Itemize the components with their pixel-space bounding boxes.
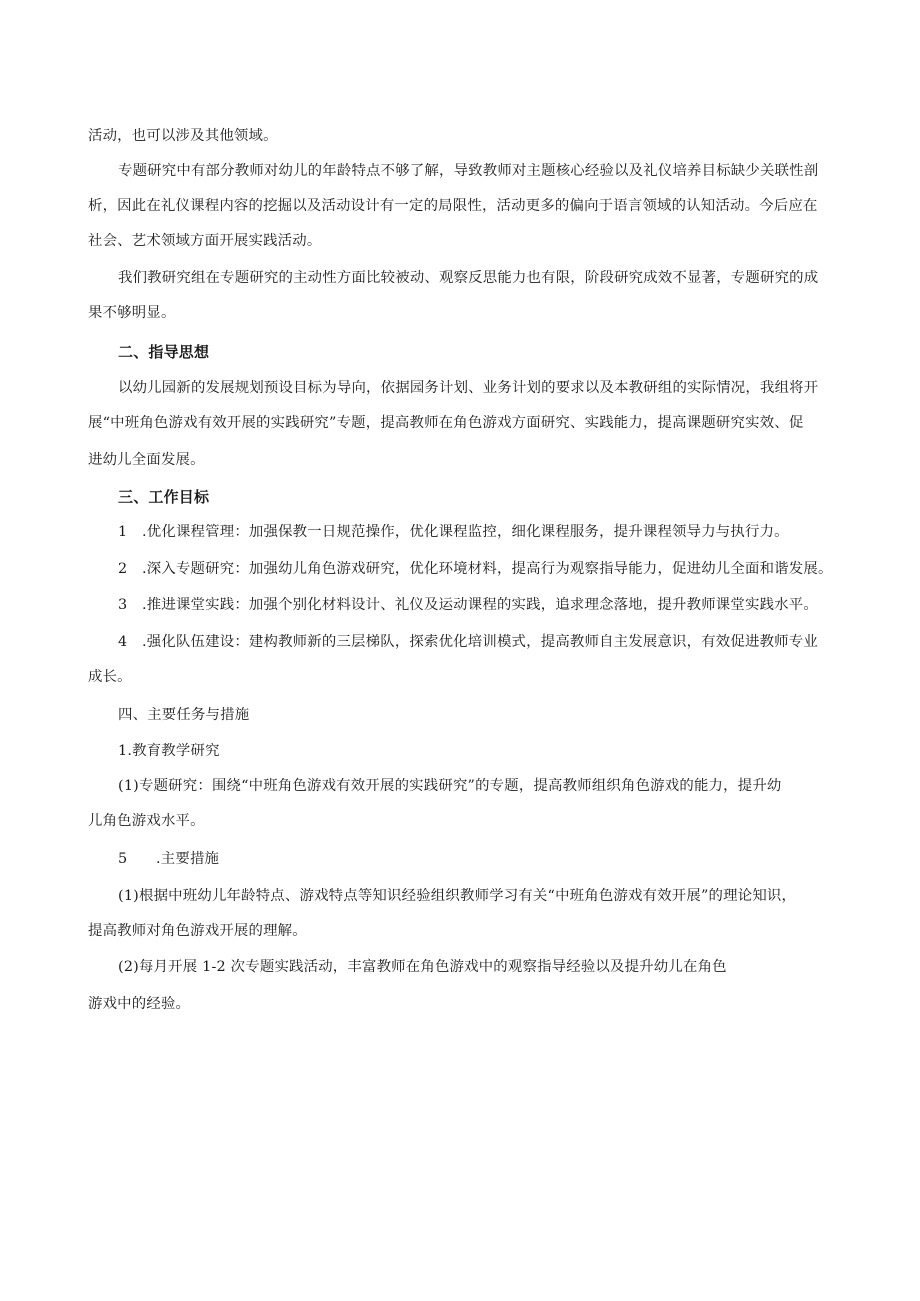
paragraph-line: 成长。 — [88, 669, 132, 685]
paragraph-line: 析，因此在礼仪课程内容的挖掘以及活动设计有一定的局限性，活动更多的偏向于语言领域的认知活动。今后应在 — [88, 198, 818, 214]
paragraph-line: 提高教师对角色游戏开展的理解。 — [88, 923, 307, 939]
subsection-title — [118, 849, 219, 869]
goal-number: 4 — [118, 634, 128, 650]
paragraph-line: (1)专题研究：围绕“中班角色游戏有效开展的实践研究”的专题，提高教师组织角色游戏的能力，提升幼 — [118, 778, 782, 794]
paragraph-line: 我们教研究组在专题研究的主动性方面比较被动、观察反思能力也有限，阶段研究成效不显著，专题研究的成 — [118, 270, 819, 286]
goal-text: .强化队伍建设：建构教师新的三层梯队，探索优化培训模式，提高教师自主发展意识，有效促进教师专业 — [142, 634, 818, 650]
paragraph-line: 儿角色游戏水平。 — [88, 813, 205, 829]
goal-number: 2 — [118, 561, 128, 577]
goal-text: .优化课程管理：加强保教一日规范操作，优化课程监控，细化课程服务，提升课程领导力与执行力。 — [142, 524, 789, 540]
goal-text: .深入专题研究：加强幼儿角色游戏研究，优化环境材料，提高行为观察指导能力，促进幼儿全面和谐发展。 — [142, 561, 833, 577]
paragraph-line: 专题研究中有部分教师对幼儿的年龄特点不够了解，导致教师对主题核心经验以及礼仪培养目标缺少关联性剖 — [118, 163, 819, 179]
subsection-text: .主要措施 — [156, 851, 220, 867]
goal-text: .推进课堂实践：加强个别化材料设计、礼仪及运动课程的实践，追求理念落地，提升教师课堂实践水平。 — [142, 597, 818, 613]
goal-number: 3 — [118, 597, 128, 613]
paragraph-line: 社会、艺术领域方面开展实践活动。 — [88, 233, 322, 249]
section-heading-goals: 三、工作目标 — [118, 488, 210, 506]
paragraph-line: 以幼儿园新的发展规划预设目标为导向，依据园务计划、业务计划的要求以及本教研组的实际情况，我组将开 — [118, 380, 819, 396]
paragraph-line: (1)根据中班幼儿年龄特点、游戏特点等知识经验组织教师学习有关“中班角色游戏有效开展”的理论知识， — [118, 888, 797, 904]
goal-item — [118, 559, 833, 579]
goal-item — [118, 522, 789, 542]
paragraph-line: 进幼儿全面发展。 — [88, 452, 205, 468]
paragraph-line: 果不够明显。 — [88, 305, 176, 321]
paragraph-line: 展“中班角色游戏有效开展的实践研究”专题，提高教师在角色游戏方面研究、实践能力，提高课题研究实效、促 — [88, 415, 804, 431]
goal-number: 1 — [118, 524, 128, 540]
paragraph-line: (2)每月开展 1-2 次专题实践活动，丰富教师在角色游戏中的观察指导经验以及提升幼儿在角色 — [118, 959, 727, 975]
goal-item — [118, 595, 818, 615]
section-heading-guiding: 二、指导思想 — [118, 343, 210, 361]
subsection-title: 1.教育教学研究 — [118, 743, 220, 759]
section-heading-tasks: 四、主要任务与措施 — [118, 707, 250, 723]
subsection-number: 5 — [118, 851, 128, 867]
paragraph-line: 活动，也可以涉及其他领域。 — [88, 128, 278, 144]
paragraph-line: 游戏中的经验。 — [88, 996, 191, 1012]
goal-item — [118, 632, 818, 652]
